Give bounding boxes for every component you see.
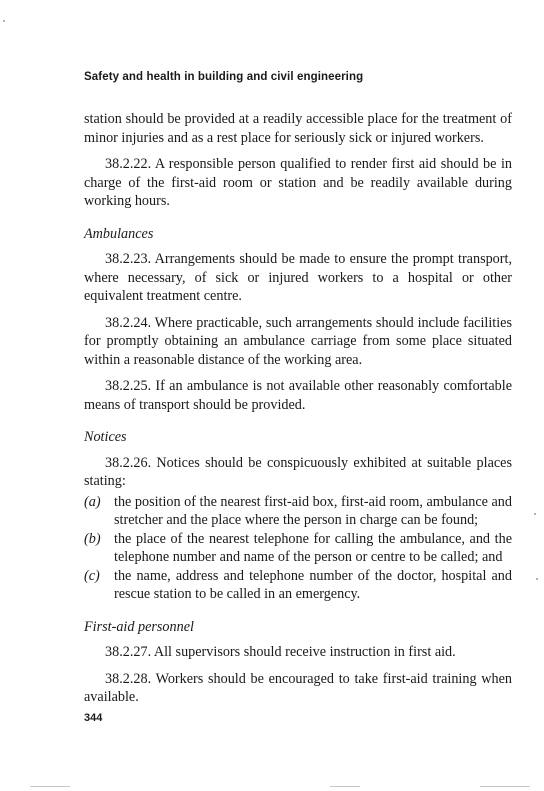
list-item-text: the position of the nearest first-aid box, first-aid room, ambulance and stretcher and the place where the person in charge can be found; — [114, 493, 512, 528]
heading-ambulances: Ambulances — [84, 225, 154, 242]
list-marker: (b) — [84, 530, 101, 547]
paragraph-38-2-23: 38.2.23. Arrangements should be made to ensure the prompt transport, where necessary, of sick or injured workers to a hospital or other equivalent treatment centre. — [84, 251, 512, 304]
heading-notices: Notices — [84, 429, 127, 445]
paragraph-38-2-28: 38.2.28. Workers should be encouraged to take first-aid training when available. — [84, 670, 512, 705]
paragraph-continuation: station should be provided at a readily accessible place for the treatment of minor injuries and as a rest place for seriously sick or injured workers. — [84, 111, 512, 146]
list-marker: (a) — [84, 493, 101, 510]
running-head: Safety and health in building and civil engineering — [84, 71, 364, 83]
page-body — [84, 110, 512, 715]
list-item-text: the name, address and telephone number of the doctor, hospital and rescue station to be called in an emergency. — [114, 567, 512, 602]
paragraph-38-2-24: 38.2.24. Where practicable, such arrangements should include facilities for promptly obtaining an ambulance carriage from some place situated within a reasonable distance of the working area. — [84, 314, 512, 368]
list-marker: (c) — [84, 567, 100, 584]
paragraph-38-2-26: 38.2.26. Notices should be conspicuously exhibited at suitable places stating: — [84, 454, 512, 489]
scan-artifact — [480, 786, 530, 787]
heading-first-aid-personnel: First-aid personnel — [84, 618, 194, 635]
scan-speck — [3, 20, 5, 22]
scan-artifact — [330, 786, 360, 787]
paragraph-38-2-25: 38.2.25. If an ambulance is not available other reasonably comfortable means of transport should be provided. — [84, 378, 512, 413]
list-item — [84, 493, 512, 530]
scan-artifact — [30, 786, 70, 787]
list-item — [84, 567, 512, 604]
scan-speck — [534, 513, 536, 515]
scan-speck — [536, 578, 538, 580]
page-number: 344 — [84, 712, 103, 724]
paragraph-38-2-27: 38.2.27. All supervisors should receive instruction in first aid. — [105, 644, 456, 660]
list-item — [84, 530, 512, 567]
list-item-text: the place of the nearest telephone for calling the ambulance, and the telephone number and name of the person or centre to be called; and — [114, 530, 512, 565]
notice-list — [84, 493, 512, 604]
paragraph-38-2-22: 38.2.22. A responsible person qualified to render first aid should be in charge of the first-aid room or station and be readily available during working hours. — [84, 156, 512, 209]
